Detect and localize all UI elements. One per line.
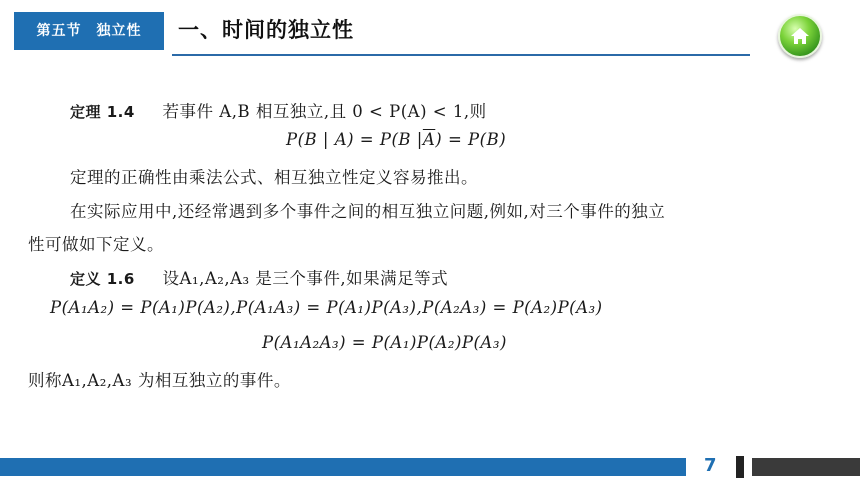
theorem-line (70, 98, 487, 122)
home-button[interactable] (778, 14, 822, 58)
theorem-formula (286, 130, 506, 149)
home-icon (790, 26, 810, 46)
page-number: 7 (704, 455, 717, 476)
proof-note: 定理的正确性由乘法公式、相互独立性定义容易推出。 (70, 168, 478, 187)
paragraph-line-2: 性可做如下定义。 (28, 235, 164, 254)
theorem-label: 定理 1.4 (70, 103, 135, 121)
title-underline (172, 54, 750, 56)
theorem-formula-complement: $\overline{A}$ (422, 130, 436, 149)
definition-label: 定义 1.6 (70, 270, 135, 288)
definition-text: 设A₁,A₂,A₃ 是三个事件,如果满足等式 (162, 269, 449, 288)
definition-line (70, 265, 448, 289)
theorem-formula-part1: P(B | A) = P(B | (286, 130, 423, 149)
footer-marker (736, 456, 744, 478)
conclusion-line: 则称A₁,A₂,A₃ 为相互独立的事件。 (28, 371, 291, 390)
page-title: 一、时间的独立性 (178, 18, 354, 42)
paragraph-line-1: 在实际应用中,还经常遇到多个事件之间的相互独立问题,例如,对三个事件的独立 (70, 202, 666, 221)
footer-dark-bar (752, 458, 860, 476)
triple-formula: P(A₁A₂A₃) = P(A₁)P(A₂)P(A₃) (262, 333, 507, 352)
footer-bar (0, 458, 686, 476)
theorem-text: 若事件 A,B 相互独立,且 0 < P(A) < 1,则 (162, 102, 487, 121)
pairwise-formula: P(A₁A₂) = P(A₁)P(A₂),P(A₁A₃) = P(A₁)P(A₃),P(A₂A₃) = P(A₂)P(A₃) (50, 298, 603, 317)
section-label: 第五节 独立性 (14, 12, 164, 50)
theorem-formula-part2: ) = P(B) (435, 130, 507, 149)
